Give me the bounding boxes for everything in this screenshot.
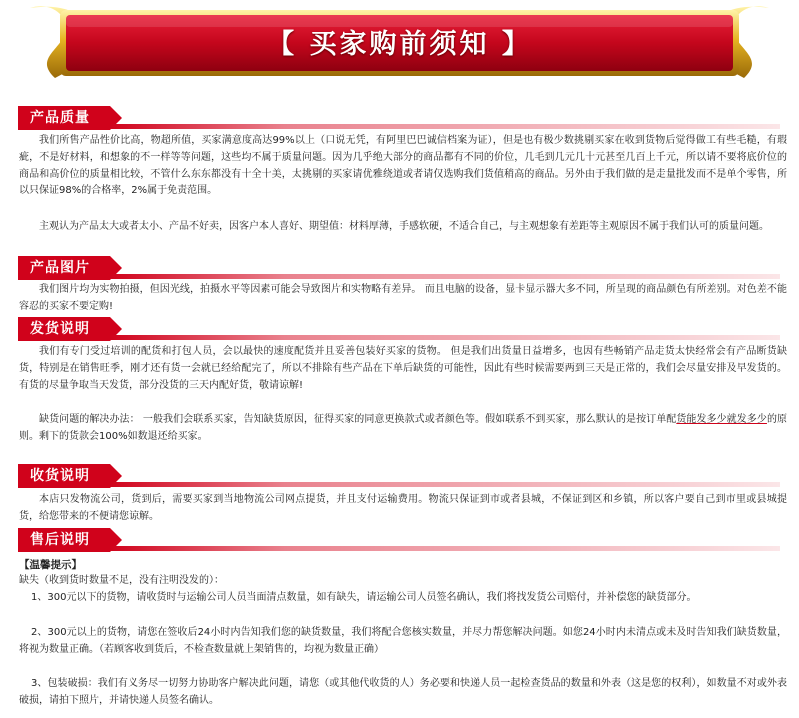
section-title-quality: 产品质量 [30,110,90,126]
header-banner [0,0,799,88]
section-title-shipping: 发货说明 [30,321,90,337]
section-header-bar [18,464,780,488]
section-header-aftersale [18,528,780,552]
shipping-p2-part-c: 的原则。剩下的货款会100%如数退还给买家。 [19,414,788,442]
aftersale-item-1: 1、300元以下的货物，请收货时与运输公司人员当面清点数量，如有缺失，请运输公司人员签名确认，我们将找发货公司赔付，并补偿您的缺货部分。 [31,592,697,603]
section-header-quality [18,106,780,130]
banner-title: 【 买家购前须知 】 [267,29,532,60]
section-header-shipping [18,317,780,341]
quality-paragraph-2: 主观认为产品太大或者太小、产品不好卖，因客户本人喜好、期望值：材料厚薄，手感软硬，不适合自己，与主观想象有差距等主观原因不属于我们认可的质量问题。 [39,221,769,232]
section-header-bar [18,528,780,552]
warm-tip-title: 【温馨提示】 [19,559,82,571]
section-title-receiving: 收货说明 [30,468,90,484]
section-header-images [18,256,780,280]
aftersale-item-3: 3、包装破损：我们有义务尽一切努力协助客户解决此问题，请您（或其他代收货的人）务必要和快递人员一起检查货品的数量和外表（这是您的权利），如数量不对或外表破损，请拍下照片，并请快递人员签名确认。 [19,678,787,706]
section-title-images: 产品图片 [30,260,90,276]
quality-paragraph-1: 我们所售产品性价比高，物超所值，买家满意度高达99%以上（口说无凭，有阿里巴巴诚信档案为证），但是也有极少数挑剔买家在收到货物后觉得做工有些毛糙，有瑕疵，不是好材料，和想象的不一样等等问题，这些均不属于质量问题。因为几乎绝大部分的商品都有不同的价位，几毛到几元几十元甚至几百上千元，所以请不要将底价位的商品和高价位的质量相比较，不管什么东东都没有十全十美，太挑剔的买家请优雅绕道或者请仅选购我们货值稍高的商品。另外由于我们做的是走量批发而不是单个零售，所以只保证98%的合格率，2%属于免责范围。 [19,135,787,197]
shortage-heading: 缺失（收到货时数量不足，没有注明没发的）： [19,575,224,586]
aftersale-item-2: 2、300元以上的货物，请您在签收后24小时内告知我们您的缺货数量，我们将配合您核实数量，并尽力帮您解决问题。如您24小时内未清点或未及时告知我们缺货数量，将视为数量正确。（若顾客收到货后，不检查数量就上架销售的，均视为数量正确） [19,627,787,655]
shipping-p2-underlined: 货能发多少就发多少 [676,414,767,425]
section-header-bar [18,317,780,341]
receiving-paragraph-1: 本店只发物流公司，货到后，需要买家到当地物流公司网点提货，并且支付运输费用。物流只保证到市或者县城，不保证到区和乡镇，所以客户要自己到市里或县城提货，给您带来的不便请您谅解。 [19,494,787,522]
shipping-paragraph-2 [19,412,787,446]
section-header-receiving [18,464,780,488]
section-header-bar [18,256,780,280]
section-title-aftersale: 售后说明 [30,532,90,548]
section-header-bar [18,106,780,130]
shipping-p2-part-a: 缺货问题的解决办法： 一般我们会联系买家，告知缺货原因，征得买家的同意更换款式或者颜色等。假如联系不到买家，那么默认的是按订单配 [39,414,677,425]
images-paragraph-1: 我们图片均为实物拍摄，但因光线，拍摄水平等因素可能会导致图片和实物略有差异。 而且电脑的设备，显卡显示器大多不同，所呈现的商品颜色有所差别。对色差不能容忍的买家不要定购! [19,284,787,312]
shipping-paragraph-1: 我们有专门受过培训的配货和打包人员，会以最快的速度配货并且妥善包装好买家的货物。 但是我们出货量日益增多，也因有些畅销产品走货太快经常会有产品断货缺货，特别是在销售旺季，刚才还有货一会就已经给配完了，所以不排除有些产品在下单后缺货的可能性，因此有些时候需要两到三天是正常的，我们会尽量安排及早发货的。有货的尽量争取当天发货，部分没货的三天内配好货，敬请谅解! [19,346,787,391]
